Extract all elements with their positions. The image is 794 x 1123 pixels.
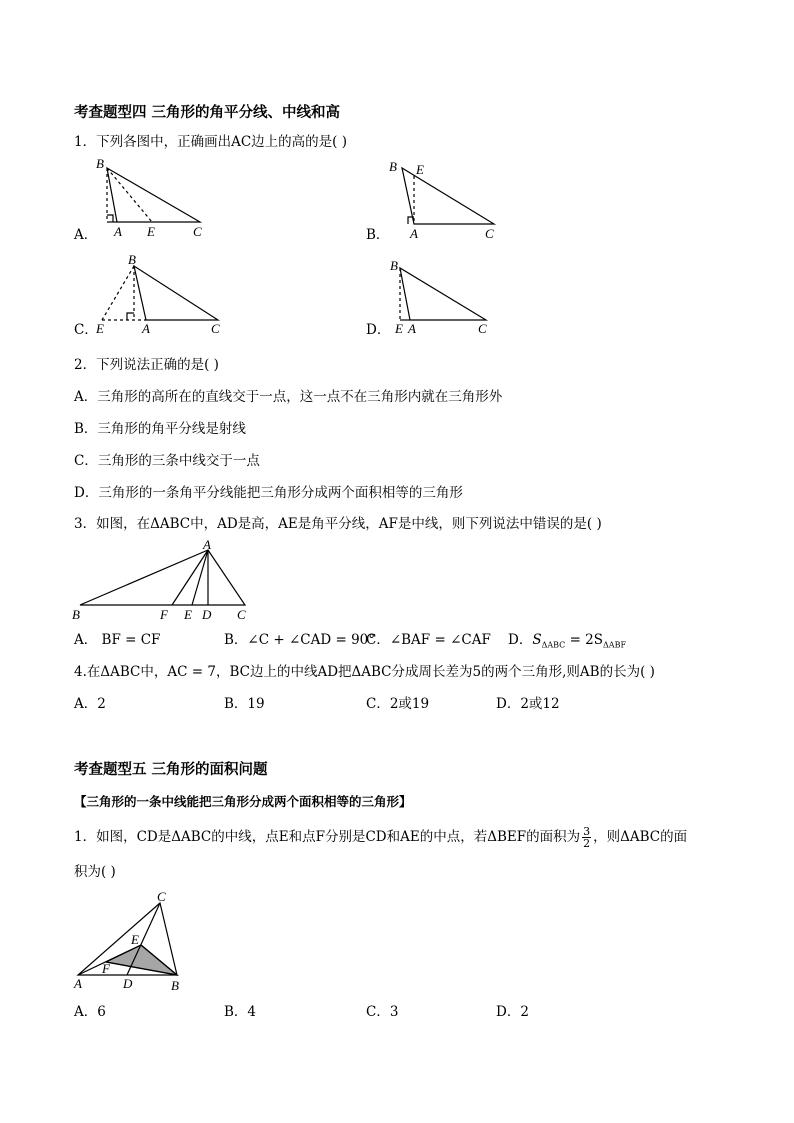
fig-c-label-c: C bbox=[211, 321, 220, 336]
section-5-subheading: 【三角形的一条中线能把三角形分成两个面积相等的三角形】 bbox=[74, 794, 412, 809]
fig-b-label-b: B bbox=[389, 159, 397, 174]
fig-d-label-a: A bbox=[408, 321, 416, 336]
s5-label-a: A bbox=[74, 976, 82, 991]
q4-option-d[interactable]: D．2或12 bbox=[496, 696, 560, 712]
q3-triangle bbox=[80, 550, 245, 605]
question-3-stem: 3．如图，在ΔABC中，AD是高，AE是角平分线，AF是中线，则下列说法中错误的是( ) bbox=[74, 516, 602, 532]
figure-c-right-angle bbox=[127, 313, 134, 320]
q1-option-d-label[interactable]: D． bbox=[366, 322, 391, 338]
fig-c-label-b: B bbox=[128, 252, 136, 267]
q3-figure bbox=[80, 550, 245, 605]
fig-b-label-c: C bbox=[485, 226, 494, 241]
q2-option-c[interactable]: C．三角形的三条中线交于一点 bbox=[74, 453, 260, 469]
figure-c-dash-be bbox=[102, 266, 134, 320]
fig-a-label-c: C bbox=[193, 224, 202, 239]
q1-option-a-label[interactable]: A． bbox=[74, 227, 98, 243]
s5-question-1-stem-line2: 积为( ) bbox=[74, 864, 116, 880]
q3-option-c[interactable]: C．∠BAF = ∠CAF bbox=[366, 632, 491, 648]
s5-label-d: D bbox=[123, 976, 133, 991]
q3-label-c: C bbox=[237, 607, 246, 622]
s5-label-e: E bbox=[131, 932, 139, 947]
fig-b-label-a: A bbox=[410, 226, 418, 241]
s5-q1-stem-part2: ，则ΔABC的面 bbox=[593, 829, 688, 845]
q3-label-d: D bbox=[202, 607, 212, 622]
figure-a-triangle bbox=[107, 168, 200, 222]
q1-option-c-label[interactable]: C． bbox=[74, 322, 98, 338]
s5-question-1-stem bbox=[74, 826, 687, 849]
q3-option-d-sub2: ΔABF bbox=[603, 640, 626, 650]
fig-d-label-b: B bbox=[390, 258, 398, 273]
q2-option-d[interactable]: D．三角形的一条角平分线能把三角形分成两个面积相等的三角形 bbox=[74, 485, 463, 501]
s5-q1-option-b[interactable]: B．4 bbox=[224, 1004, 257, 1020]
q3-option-d-s1: S bbox=[532, 632, 542, 648]
figure-a-right-angle bbox=[107, 215, 113, 222]
s5-q1-figure bbox=[78, 903, 177, 975]
s5-q1-option-a[interactable]: A．6 bbox=[74, 1004, 106, 1020]
s5-label-c: C bbox=[157, 889, 166, 904]
q1-option-b-label[interactable]: B． bbox=[366, 227, 390, 243]
q3-label-f: F bbox=[160, 607, 168, 622]
fig-c-label-a: A bbox=[142, 321, 150, 336]
fig-d-label-c: C bbox=[478, 321, 487, 336]
q3-label-a: A bbox=[203, 537, 211, 552]
s5-label-b: B bbox=[171, 978, 179, 993]
s5-q1-stem-part1: 1．如图，CD是ΔABC的中线，点E和点F分别是CD和AE的中点，若ΔBEF的面积为 bbox=[74, 829, 581, 845]
q3-option-d-sub1: ΔABC bbox=[541, 640, 566, 650]
s5-q1-option-d[interactable]: D．2 bbox=[496, 1004, 529, 1020]
q2-option-a[interactable]: A．三角形的高所在的直线交于一点，这一点不在三角形内就在三角形外 bbox=[74, 389, 503, 405]
figure-d-triangle bbox=[400, 268, 486, 320]
q4-option-b[interactable]: B．19 bbox=[224, 696, 265, 712]
question-4-stem: 4.在ΔABC中，AC = 7，BC边上的中线AD把ΔABC分成周长差为5的两个三角形,则AB的长为( ) bbox=[74, 664, 655, 680]
fig-c-label-e: E bbox=[96, 321, 104, 336]
q1-figure-d bbox=[400, 268, 486, 320]
q3-option-a[interactable]: A． BF = CF bbox=[74, 632, 161, 648]
q4-option-c[interactable]: C．2或19 bbox=[366, 696, 430, 712]
s5-q1-frac-num: 3 bbox=[583, 825, 591, 838]
fig-b-label-e: E bbox=[416, 162, 424, 177]
fig-a-label-b: B bbox=[96, 156, 104, 171]
q3-label-e: E bbox=[184, 607, 192, 622]
s5-q1-fraction bbox=[582, 826, 591, 849]
section-heading-5: 考查题型五 三角形的面积问题 bbox=[74, 761, 268, 778]
q1-figure-a bbox=[107, 168, 200, 222]
q4-option-a[interactable]: A．2 bbox=[74, 696, 106, 712]
s5-q1-option-c[interactable]: C．3 bbox=[366, 1004, 399, 1020]
s5-label-f: F bbox=[102, 961, 110, 976]
fig-d-label-e: E bbox=[395, 321, 403, 336]
figure-c-triangle bbox=[134, 266, 218, 320]
s5-shaded-triangle-bef bbox=[106, 945, 177, 975]
q3-option-d[interactable] bbox=[508, 631, 626, 655]
fig-a-label-e: E bbox=[147, 224, 155, 239]
q1-figure-c bbox=[102, 266, 218, 320]
fig-a-label-a: A bbox=[114, 224, 122, 239]
section-heading-4: 考查题型四 三角形的角平分线、中线和高 bbox=[74, 104, 341, 121]
q3-option-d-prefix: D． bbox=[508, 632, 533, 648]
q3-option-d-mid: = 2S bbox=[565, 632, 604, 648]
q3-option-b[interactable]: B．∠C + ∠CAD = 90° bbox=[224, 632, 375, 648]
s5-q1-frac-den: 2 bbox=[583, 837, 591, 850]
q3-bisector-ae bbox=[192, 550, 208, 605]
figure-a-dash-be bbox=[107, 168, 152, 222]
question-1-stem: 1．下列各图中，正确画出AC边上的高的是( ) bbox=[74, 134, 347, 150]
question-2-stem: 2．下列说法正确的是( ) bbox=[74, 357, 219, 373]
q3-label-b: B bbox=[72, 607, 80, 622]
q2-option-b[interactable]: B．三角形的角平分线是射线 bbox=[74, 421, 246, 437]
